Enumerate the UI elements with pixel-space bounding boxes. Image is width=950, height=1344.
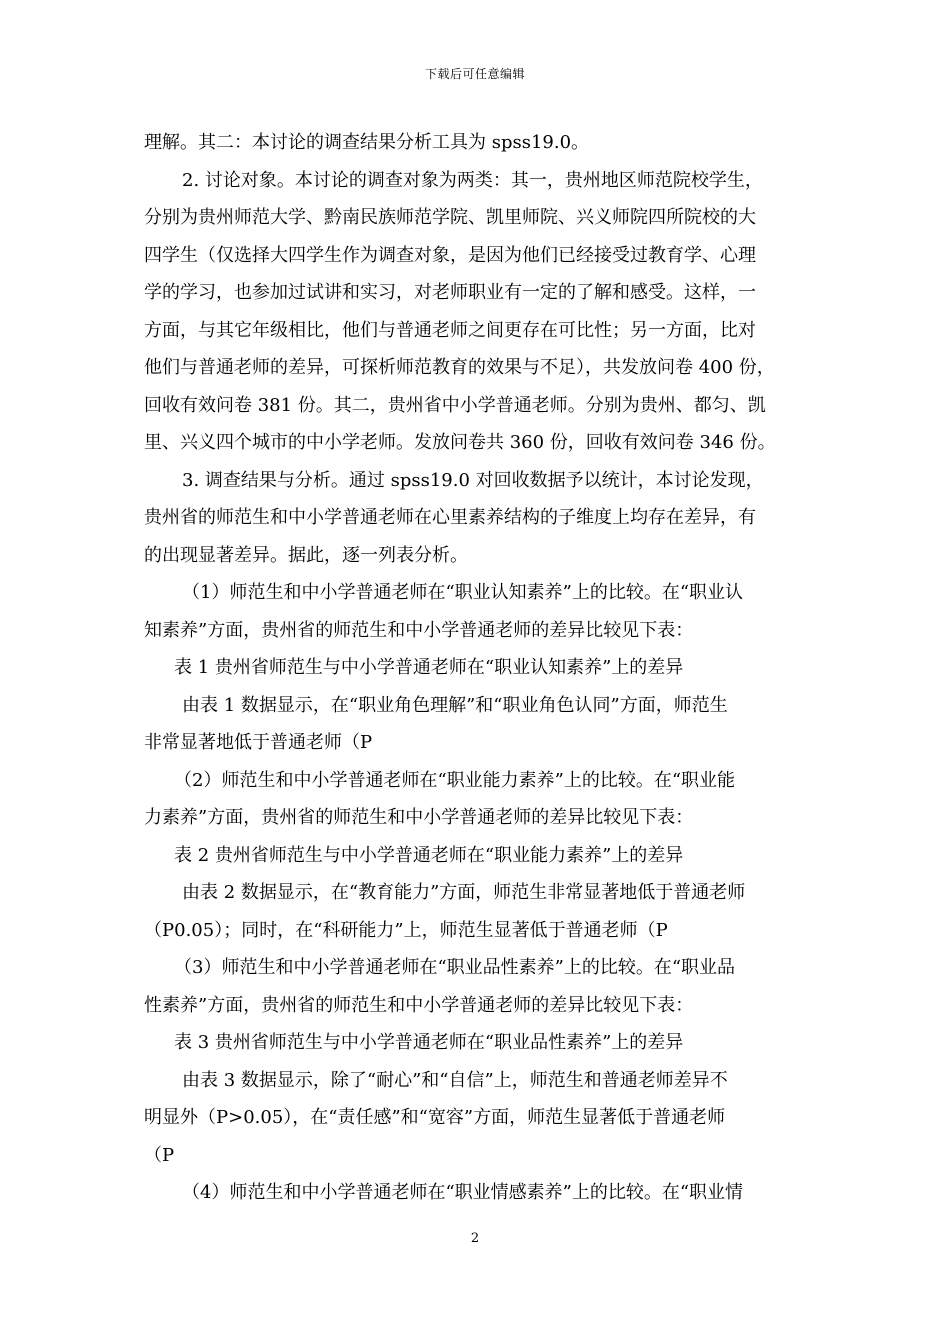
paragraph-results-analysis: 3. 调查结果与分析。通过 spss19.0 对回收数据予以统计，本讨论发现， — [182, 469, 764, 491]
page-number: 2 — [470, 1231, 480, 1246]
paragraph-ability-literacy: （2）师范生和中小学普通老师在“职业能力素养”上的比较。在“职业能 — [174, 769, 736, 791]
table-caption-2: 表 2 贵州省师范生与中小学普通老师在“职业能力素养”上的差异 — [174, 844, 684, 866]
text-line: 分别为贵州师范大学、黔南民族师范学院、凯里师院、兴义师院四所院校的大 — [144, 207, 756, 228]
page-header: 下载后可任意编辑 — [424, 67, 525, 81]
table-caption-1: 表 1 贵州省师范生与中小学普通老师在“职业认知素养”上的差异 — [174, 657, 684, 678]
text-line: 方面，与其它年级相比，他们与普通老师之间更存在可比性；另一方面，比对 — [144, 319, 756, 341]
paragraph-table1-result: 由表 1 数据显示，在“职业角色理解”和“职业角色认同”方面，师范生 — [182, 694, 728, 716]
text-line: 性素养”方面，贵州省的师范生和中小学普通老师的差异比较见下表： — [144, 994, 694, 1016]
paragraph-table3-result: 由表 3 数据显示，除了“耐心”和“自信”上，师范生和普通老师差异不 — [182, 1069, 728, 1091]
text-line: 知素养”方面，贵州省的师范生和中小学普通老师的差异比较见下表： — [144, 619, 694, 641]
text-line: 力素养”方面，贵州省的师范生和中小学普通老师的差异比较见下表： — [144, 807, 694, 828]
paragraph-character-literacy: （3）师范生和中小学普通老师在“职业品性素养”上的比较。在“职业品 — [174, 957, 736, 978]
text-line: 明显外（P>0.05），在“责任感”和“宽容”方面，师范生显著低于普通老师 — [144, 1107, 726, 1128]
text-line: 非常显著地低于普通老师（P — [144, 732, 373, 753]
text-line: 里、兴义四个城市的中小学老师。发放问卷共 360 份，回收有效问卷 346 份。 — [144, 432, 776, 453]
text-line: （P — [144, 1144, 175, 1166]
text-line: 理解。其二：本讨论的调查结果分析工具为 spss19.0。 — [144, 132, 590, 153]
text-line: 学的学习，也参加过试讲和实习，对老师职业有一定的了解和感受。这样，一 — [144, 282, 756, 303]
text-line: 回收有效问卷 381 份。其二，贵州省中小学普通老师。分别为贵州、都匀、凯 — [144, 394, 766, 416]
paragraph-cognitive-literacy: （1）师范生和中小学普通老师在“职业认知素养”上的比较。在“职业认 — [182, 582, 744, 603]
text-line: 贵州省的师范生和中小学普通老师在心里素养结构的子维度上均存在差异，有 — [144, 507, 756, 528]
paragraph-research-subjects: 2. 讨论对象。本讨论的调查对象为两类：其一，贵州地区师范院校学生， — [182, 169, 763, 191]
text-line: 的出现显著差异。据此，逐一列表分析。 — [144, 544, 468, 566]
paragraph-emotional-literacy: （4）师范生和中小学普通老师在“职业情感素养”上的比较。在“职业情 — [182, 1182, 744, 1203]
document-body — [144, 124, 808, 1212]
text-line: 四学生（仅选择大四学生作为调查对象，是因为他们已经接受过教育学、心理 — [144, 244, 756, 266]
text-line: （P0.05）；同时，在“科研能力”上，师范生显著低于普通老师（P — [144, 919, 668, 941]
table-caption-3: 表 3 贵州省师范生与中小学普通老师在“职业品性素养”上的差异 — [174, 1032, 684, 1053]
text-line: 他们与普通老师的差异，可探析师范教育的效果与不足），共发放问卷 400 份， — [144, 357, 775, 378]
paragraph-table2-result: 由表 2 数据显示，在“教育能力”方面，师范生非常显著地低于普通老师 — [182, 882, 746, 903]
